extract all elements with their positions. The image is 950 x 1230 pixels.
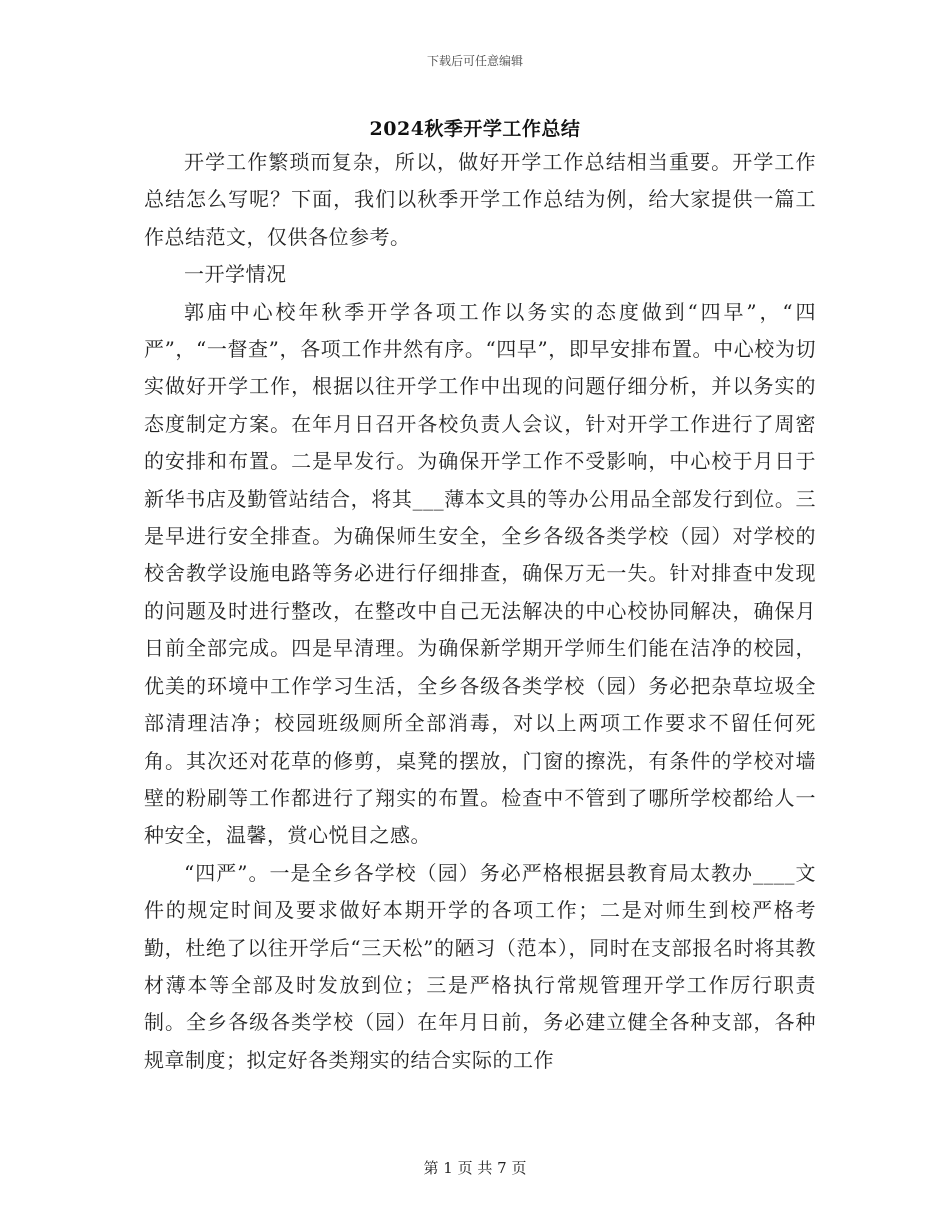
body-paragraph: “四严”。一是全乡各学校（园）务必严格根据县教育局太教办____文件的规定时间及要求做好本期开学的各项工作；二是对师生到校严格考勤，杜绝了以往开学后“三天松”的陋习（范本），同时在支部报名时将其教材薄本等全部及时发放到位；三是严格执行常规管理开学工作厉行职责制。全乡各级各类学校（园）在年月日前，务必建立健全各种支部，各种规章制度；拟定好各类翔实的结合实际的工作	[144, 860, 816, 1072]
page-indicator: 第 1 页 共 7 页	[423, 1159, 527, 1177]
body-paragraph: 郭庙中心校年秋季开学各项工作以务实的态度做到“四早”，“四严”，“一督查”，各项工作井然有序。“四早”，即早安排布置。中心校为切实做好开学工作，根据以往开学工作中出现的问题仔细分析，并以务实的态度制定方案。在年月日召开各校负责人会议，针对开学工作进行了周密的安排和布置。二是早发行。为确保开学工作不受影响，中心校于月日于新华书店及勤管站结合，将其___薄本文具的等办公用品全部发行到位。三是早进行安全排查。为确保师生安全，全乡各级各类学校（园）对学校的校舍教学设施电路等务必进行仔细排查，确保万无一失。针对排查中发现的问题及时进行整改，在整改中自己无法解决的中心校协同解决，确保月日前全部完成。四是早清理。为确保新学期开学师生们能在洁净的校园，优美的环境中工作学习生活，全乡各级各类学校（园）务必把杂草垃圾全部清理洁净；校园班级厕所全部消毒，对以上两项工作要求不留任何死角。其次还对花草的修剪，桌凳的摆放，门窗的擦洗，有条件的学校对墙壁的粉刷等工作都进行了翔实的布置。检查中不管到了哪所学校都给人一种安全，温馨，赏心悦目之感。	[144, 299, 816, 848]
intro-paragraph: 开学工作繁琐而复杂，所以，做好开学工作总结相当重要。开学工作总结怎么写呢？下面，我们以秋季开学工作总结为例，给大家提供一篇工作总结范文，仅供各位参考。	[144, 150, 816, 249]
document-title: 2024秋季开学工作总结	[369, 118, 581, 140]
document-body	[144, 144, 816, 1079]
header-note: 下载后可任意编辑	[426, 54, 523, 68]
section-heading: 一开学情况	[184, 262, 287, 287]
